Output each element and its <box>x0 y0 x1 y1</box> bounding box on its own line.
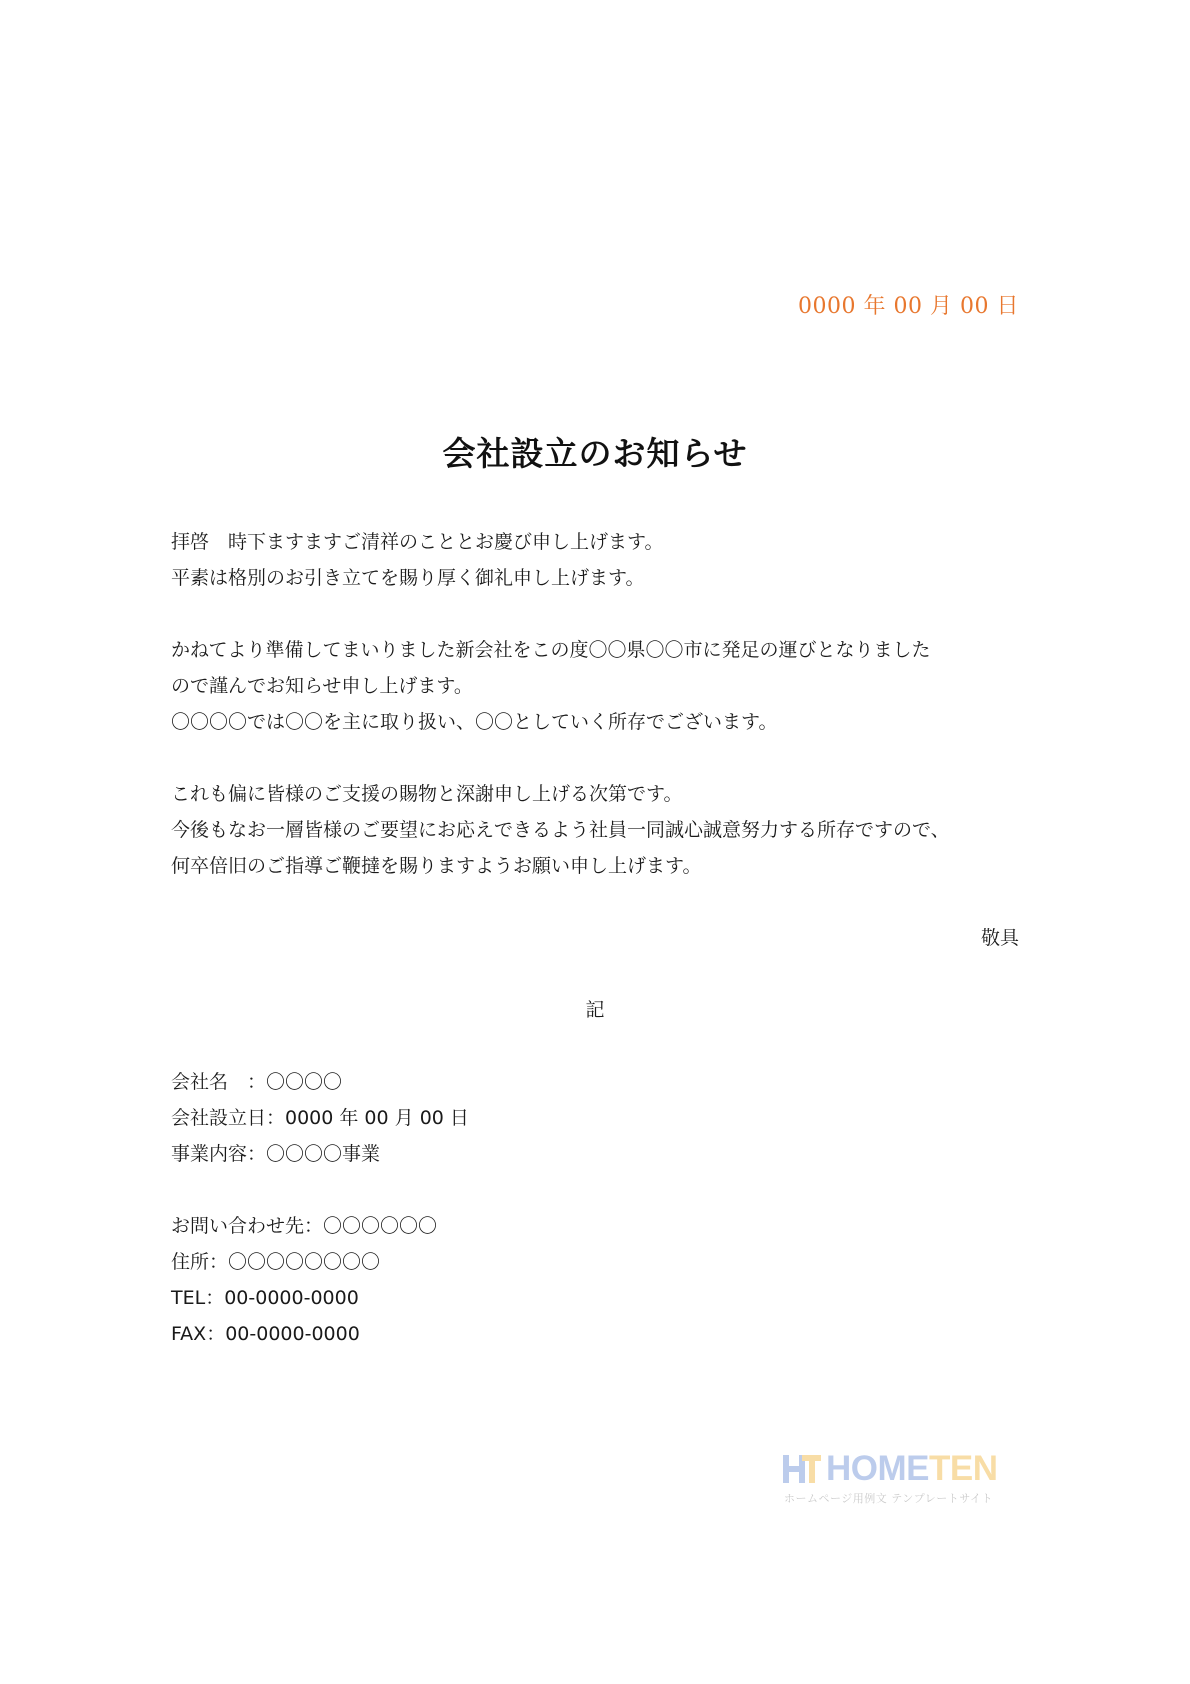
logo-ten-text: TEN <box>929 1449 998 1488</box>
paragraph-line: 拝啓 時下ますますご清祥のこととお慶び申し上げます。 <box>171 531 664 553</box>
paragraph-gap <box>171 596 1031 632</box>
detail-gap <box>171 1172 469 1208</box>
paragraph-line: 何卒倍旧のご指導ご鞭撻を賜りますようお願い申し上げます。 <box>171 855 702 877</box>
document-date: 0000 年 00 月 00 日 <box>798 294 1019 319</box>
detail-contact: お問い合わせ先：〇〇〇〇〇〇 <box>171 1215 438 1237</box>
detail-company-name: 会社名 ：〇〇〇〇 <box>171 1071 343 1093</box>
detail-fax: FAX：00-0000-0000 <box>171 1323 360 1345</box>
detail-business: 事業内容：〇〇〇〇事業 <box>171 1143 381 1165</box>
details-section <box>171 1064 469 1352</box>
letter-body <box>171 524 1031 884</box>
detail-address: 住所：〇〇〇〇〇〇〇〇 <box>171 1251 381 1273</box>
paragraph-line: ので謹んでお知らせ申し上げます。 <box>171 675 473 697</box>
document-title: 会社設立のお知らせ <box>442 434 748 473</box>
hometen-logo-icon <box>782 1453 822 1485</box>
paragraph-line: かねてより準備してまいりました新会社をこの度〇〇県〇〇市に発足の運びとなりました <box>171 639 931 661</box>
paragraph-line: 平素は格別のお引き立てを賜り厚く御礼申し上げます。 <box>171 567 645 589</box>
closing-word: 敬具 <box>980 927 1019 949</box>
paragraph-gap <box>171 740 1031 776</box>
detail-founding-date: 会社設立日：0000 年 00 月 00 日 <box>171 1107 469 1129</box>
detail-tel: TEL：00-0000-0000 <box>171 1287 359 1309</box>
hometen-logo-text <box>826 1448 998 1490</box>
hometen-logo <box>782 1448 1012 1508</box>
paragraph-line: これも偏に皆様のご支援の賜物と深謝申し上げる次第です。 <box>171 783 683 805</box>
ki-heading: 記 <box>585 999 605 1021</box>
paragraph-line: 今後もなお一層皆様のご要望にお応えできるよう社員一同誠心誠意努力する所存ですので、 <box>171 819 950 841</box>
logo-subtitle: ホームページ用例文 テンプレートサイト <box>784 1492 994 1505</box>
logo-home-text: HOME <box>826 1449 929 1488</box>
paragraph-line: 〇〇〇〇では〇〇を主に取り扱い、〇〇としていく所存でございます。 <box>171 711 778 733</box>
